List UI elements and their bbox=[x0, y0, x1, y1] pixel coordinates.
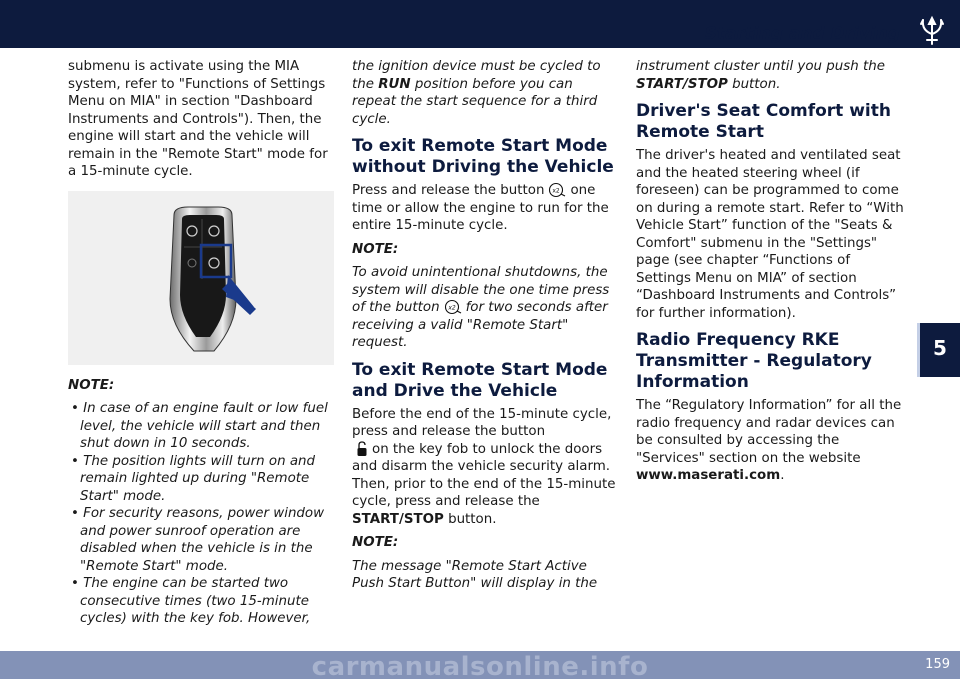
cont-text-b: position before you can repeat the start sequence for a third cycle. bbox=[352, 76, 598, 127]
column-2 bbox=[352, 58, 620, 599]
note-label: NOTE: bbox=[68, 377, 115, 393]
note-label: NOTE: bbox=[352, 241, 399, 257]
heading-rke-regulatory: Radio Frequency RKE Transmitter - Regulatory Information bbox=[636, 330, 872, 392]
heading-exit-and-drive: To exit Remote Start Mode and Drive the Vehicle bbox=[352, 359, 608, 401]
para-text: on the key fob to unlock the doors and disarm the vehicle security alarm. Then, prior to the end of the 15-minute cycle, press and release the bbox=[352, 441, 616, 509]
footer-bar bbox=[0, 651, 960, 682]
cont-text-a: the ignition device must be cycled to the bbox=[352, 59, 601, 92]
svg-text:x2: x2 bbox=[552, 187, 561, 195]
para-text: Press and release the button bbox=[352, 183, 545, 198]
chapter-number: 5 bbox=[933, 336, 947, 360]
column-1 bbox=[68, 58, 330, 628]
para-text: Before the end of the 15-minute cycle, press and release the button bbox=[352, 406, 612, 439]
unlock-icon bbox=[355, 441, 369, 457]
para-text: The “Regulatory Information” for all the radio frequency and radar devices can be consulted by accessing the "Services" section on the website bbox=[636, 398, 902, 466]
key-fob-figure bbox=[68, 191, 334, 365]
continuation-paragraph bbox=[636, 58, 906, 93]
watermark: carmanualsonline.info bbox=[311, 652, 649, 682]
note-bullet: • In case of an engine fault or low fuel level, the vehicle will start and then shut down in 10 seconds. bbox=[68, 400, 330, 453]
trident-icon bbox=[918, 14, 946, 46]
heading-seat-comfort: Driver's Seat Comfort with Remote Start bbox=[636, 101, 891, 142]
heading-exit-without-driving: To exit Remote Start Mode without Driving the Vehicle bbox=[352, 136, 614, 177]
intro-paragraph: submenu is activate using the MIA system, refer to "Functions of Settings Menu on MIA" in section "Dashboard Instruments and Controls"). Then, the engine will start and the vehicle will remain in the "Remote Start" mode for a 15-minute cycle. bbox=[68, 59, 328, 179]
note-bullet: • The engine can be started two consecutive times (two 15-minute cycles) with the key fob. However, bbox=[68, 575, 330, 628]
continuation-paragraph bbox=[352, 58, 620, 128]
seat-comfort-paragraph: The driver's heated and ventilated seat and the heated steering wheel (if foreseen) can be programmed to come on during a remote start. Refer to “With Vehicle Start” function of the "Seats & Comfort" submenu in the "Settings" page (see chapter “Functions of Settings Menu on MIA” of section “Dashboard Instruments and Controls” for further information). bbox=[636, 148, 904, 321]
note-paragraph: The message "Remote Start Active Push Start Button" will display in the bbox=[352, 558, 598, 591]
note-bullet: • The position lights will turn on and remain lighted up during "Remote Start" mode. bbox=[68, 453, 330, 506]
note-bullet: • For security reasons, power window and power sunroof operation are disabled when the vehicle is in the "Remote Start" mode. bbox=[68, 505, 330, 575]
note-label: NOTE: bbox=[352, 535, 399, 550]
regulatory-paragraph bbox=[636, 397, 906, 485]
start-stop-label: START/STOP bbox=[352, 511, 444, 527]
section-title: Starting and Driving bbox=[704, 24, 900, 44]
page-number: 159 bbox=[925, 657, 950, 672]
note-text: To avoid unintentional shutdowns, the system will disable the one time press of the button bbox=[352, 265, 610, 315]
drive-paragraph bbox=[352, 406, 620, 529]
exit-paragraph bbox=[352, 182, 620, 235]
website-link[interactable]: www.maserati.com bbox=[636, 468, 781, 483]
note-text: for two seconds after receiving a valid "Remote Start" request. bbox=[352, 300, 608, 350]
note-bullet-list bbox=[68, 400, 330, 628]
column-3 bbox=[636, 58, 906, 491]
cont-text-a: instrument cluster until you push the bbox=[636, 59, 885, 74]
key-fob-illustration bbox=[68, 191, 334, 365]
chapter-tab[interactable] bbox=[917, 323, 960, 377]
cont-text-b: button. bbox=[727, 76, 781, 92]
para-text: one time or allow the engine to run for the entire 15-minute cycle. bbox=[352, 183, 609, 233]
remote-start-icon bbox=[443, 299, 463, 315]
start-stop-label: START/STOP bbox=[636, 76, 728, 92]
note-paragraph bbox=[352, 264, 620, 352]
para-text: . bbox=[780, 468, 785, 483]
para-text: button. bbox=[443, 511, 497, 527]
run-label: RUN bbox=[378, 76, 411, 92]
remote-start-icon bbox=[547, 182, 567, 198]
svg-text:x2: x2 bbox=[447, 304, 456, 312]
